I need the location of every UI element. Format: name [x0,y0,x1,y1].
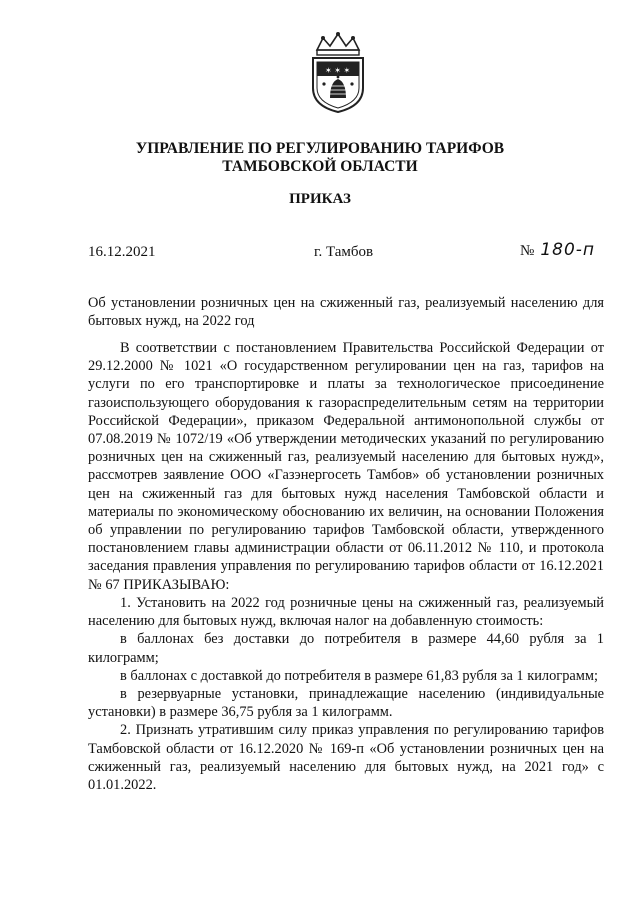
document-type-title: ПРИКАЗ [289,191,351,207]
coat-of-arms-emblem [303,32,373,114]
number-sign: № [520,243,535,259]
order-subject: Об установлении розничных цен на сжиженный газ, реализуемый населению для бытовых нужд, на 2022 год [88,295,604,330]
item-1-sub-c: в резервуарные установки, принадлежащие населению (индивидуальные установки) в размере 36,75 рубля за 1 килограмм. [88,686,604,721]
order-number [520,240,595,260]
order-city: г. Тамбов [314,244,374,260]
item-1-sub-a: в баллонах без доставки до потребителя в размере 44,60 рубля за 1 килограмм; [88,631,604,666]
order-date: 16.12.2021 [88,244,156,260]
item-1-sub-b: в баллонах с доставкой до потребителя в размере 61,83 рубля за 1 килограмм; [120,667,598,684]
authority-title-line1: УПРАВЛЕНИЕ ПО РЕГУЛИРОВАНИЮ ТАРИФОВ [135,140,505,157]
handwritten-order-number: 180-п [540,240,596,260]
authority-title-line2: ТАМБОВСКОЙ ОБЛАСТИ [222,158,418,175]
item-2: 2. Признать утратившим силу приказ управления по регулированию тарифов Тамбовской области от 16.12.2020 № 169-п «Об установлении розничных цен на сжиженный газ, реализуемый населению для бытовых нужд, на 2021 год» с 01.01.2022. [88,722,604,794]
order-items [88,594,604,794]
svg-text:✶ ✶ ✶: ✶ ✶ ✶ [325,66,351,75]
item-1-intro: 1. Установить на 2022 год розничные цены на сжиженный газ, реализуемый населению для бытовых нужд, включая налог на добавленную стоимость: [88,595,604,630]
order-basis-paragraph: В соответствии с постановлением Правительства Российской Федерации от 29.12.2000 № 1021 «О государственном регулировании цен на газ, тарифов на услуги по его транспортировке и платы за технологическое присоединение газоиспользующего оборудования к газораспределительным сетям на территории Российской Федерации», приказом Федеральной антимонопольной службы от 07.08.2019 № 1072/19 «Об утверждении методических указаний по регулированию розничных цен на сжиженный газ, реализуемый населению для бытовых нужд», рассмотрев заявление ООО «Газэнергосеть Тамбов» об установлении розничных цен на сжиженный газ для бытовых нужд населения Тамбовской области и материалы по экономическому обоснованию их величин, на основании Положения об управлении по регулированию тарифов Тамбовской области, утвержденного постановлением главы администрации области от 06.11.2012 № 110, и протокола заседания правления управления по регулированию тарифов области от 16.12.2021 № 67 ПРИКАЗЫВАЮ: [88,340,604,593]
